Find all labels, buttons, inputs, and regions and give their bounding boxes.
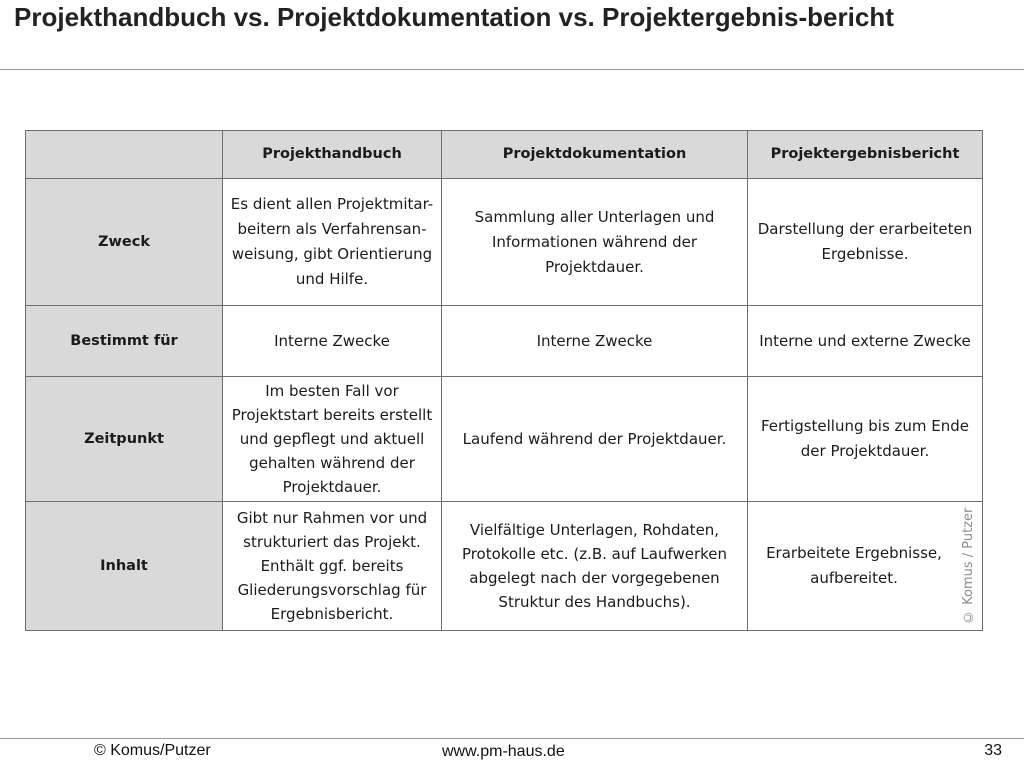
cell-zweck-projektergebnisbericht: Darstellung der erarbeiteten Ergebnisse.	[748, 179, 983, 306]
table-row-inhalt	[26, 502, 983, 631]
comparison-table	[25, 130, 983, 631]
table-row-zweck	[26, 179, 983, 306]
table-row-zeitpunkt	[26, 377, 983, 502]
comparison-table-container	[25, 130, 982, 627]
row-header-zweck: Zweck	[26, 179, 223, 306]
cell-zweck-projektdokumentation: Sammlung aller Unterlagen und Informationen während der Projektdauer.	[442, 179, 748, 306]
column-header-projektdokumentation: Projektdokumentation	[442, 131, 748, 179]
table-corner-cell	[26, 131, 223, 179]
cell-inhalt-projektergebnisbericht	[748, 502, 983, 631]
footer-copyright: © Komus/Putzer	[94, 742, 211, 759]
row-header-bestimmt-fuer: Bestimmt für	[26, 306, 223, 377]
cell-inhalt-projekthandbuch: Gibt nur Rahmen vor und strukturiert das Projekt. Enthält ggf. bereits Gliederungsvorschlag für Ergebnisbericht.	[223, 502, 442, 631]
cell-bestimmt-projektergebnisbericht: Interne und externe Zwecke	[748, 306, 983, 377]
row-header-inhalt: Inhalt	[26, 502, 223, 631]
column-header-projektergebnisbericht: Projektergebnisbericht	[748, 131, 983, 179]
table-header-row	[26, 131, 983, 179]
cell-zeitpunkt-projekthandbuch: Im besten Fall vor Projektstart bereits erstellt und gepflegt und aktuell gehalten während der Projektdauer.	[223, 377, 442, 502]
cell-inhalt-projektergebnisbericht-text: Erarbeitete Ergebnisse, aufbereitet.	[766, 544, 942, 587]
title-divider	[0, 69, 1024, 70]
page-number: 33	[984, 742, 1002, 759]
footer-website: www.pm-haus.de	[442, 743, 565, 760]
table-row-bestimmt-fuer	[26, 306, 983, 377]
cell-inhalt-projektdokumentation: Vielfältige Unterlagen, Rohdaten, Protokolle etc. (z.B. auf Laufwerken abgelegt nach der vorgegebenen Struktur des Handbuchs).	[442, 502, 748, 631]
footer-divider	[0, 738, 1024, 739]
row-header-zeitpunkt: Zeitpunkt	[26, 377, 223, 502]
cell-bestimmt-projektdokumentation: Interne Zwecke	[442, 306, 748, 377]
cell-zweck-projekthandbuch: Es dient allen Projektmitar-beitern als Verfahrensan-weisung, gibt Orientierung und Hilfe.	[223, 179, 442, 306]
copyright-watermark: © Komus / Putzer	[961, 507, 976, 624]
column-header-projekthandbuch: Projekthandbuch	[223, 131, 442, 179]
cell-bestimmt-projekthandbuch: Interne Zwecke	[223, 306, 442, 377]
cell-zeitpunkt-projektergebnisbericht: Fertigstellung bis zum Ende der Projektdauer.	[748, 377, 983, 502]
slide-title: Projekthandbuch vs. Projektdokumentation vs. Projektergebnis-bericht	[14, 2, 894, 32]
cell-zeitpunkt-projektdokumentation: Laufend während der Projektdauer.	[442, 377, 748, 502]
